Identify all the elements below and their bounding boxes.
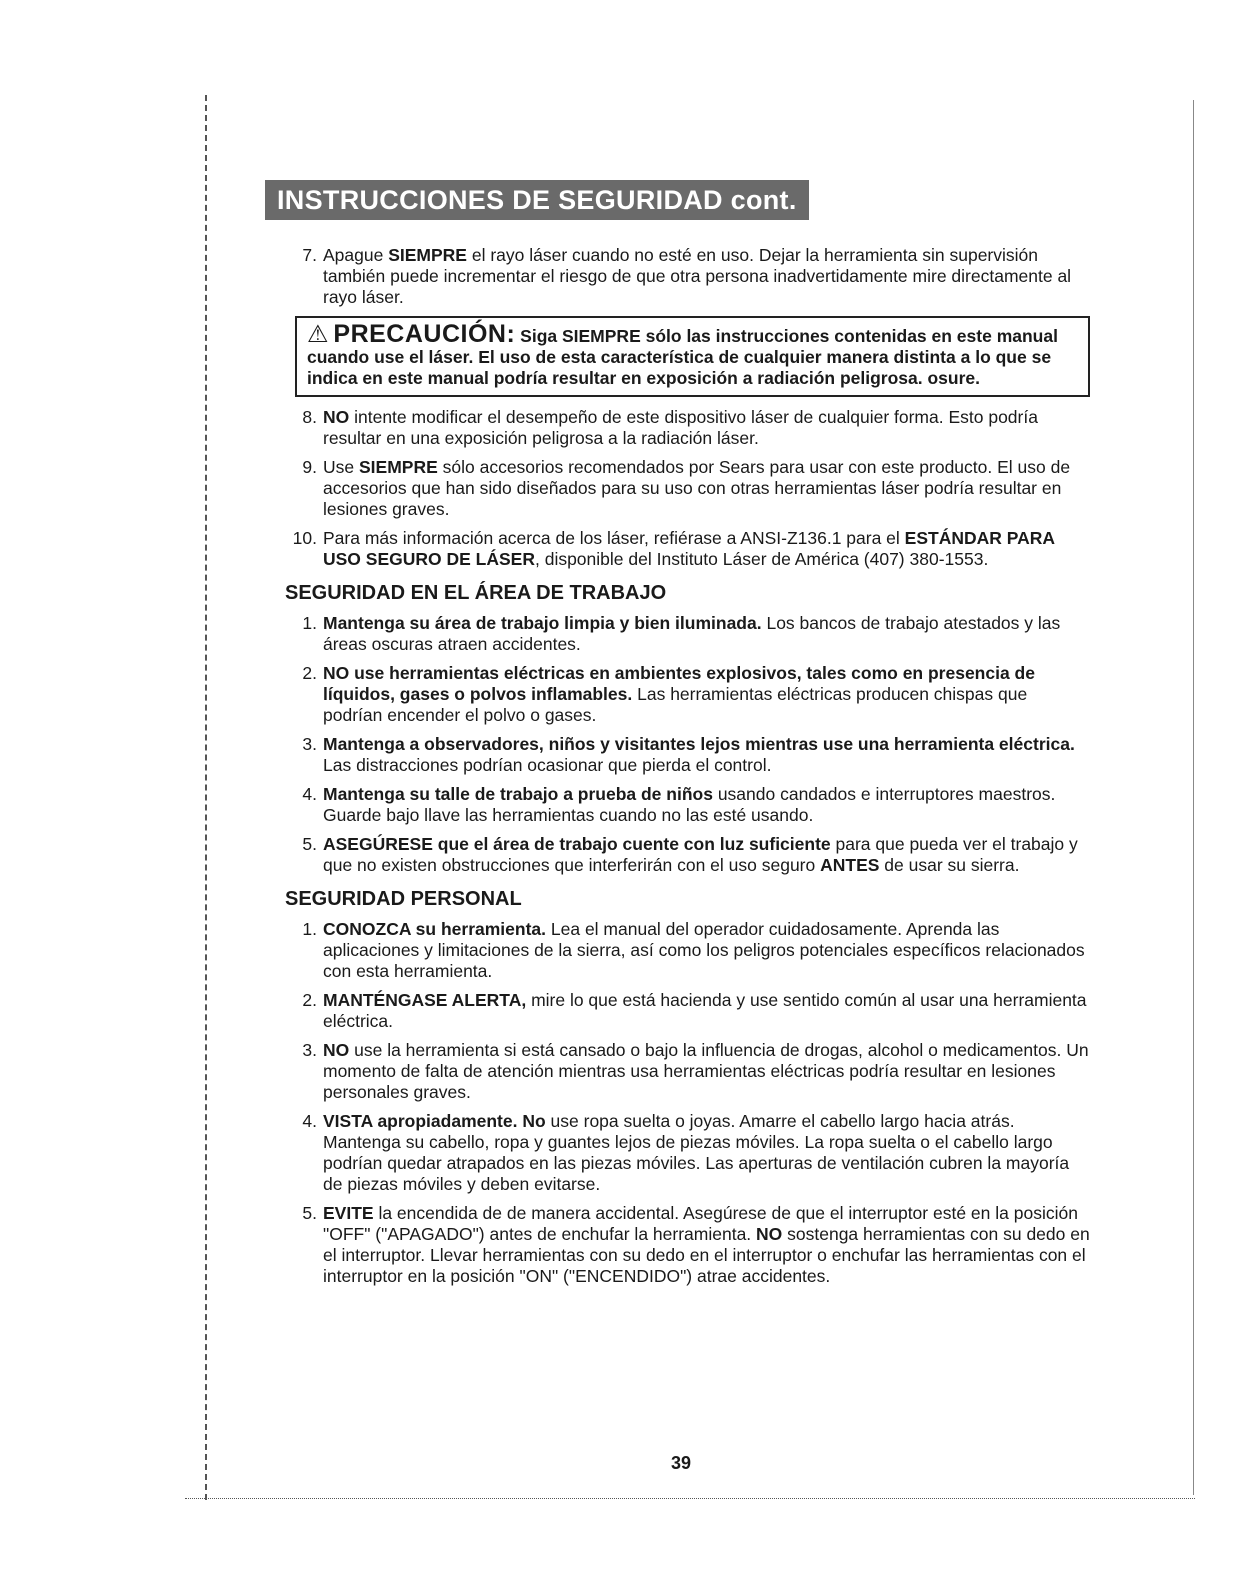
item-bold: NO (323, 1040, 350, 1060)
item-text: para que pueda ver el trabajo y que no existen obstrucciones que interferirán con el uso seguro (323, 834, 1078, 875)
list-item-8 (285, 407, 1090, 449)
item-number: 4. (302, 1111, 317, 1131)
list-item (285, 990, 1090, 1032)
item-number: 5. (302, 1203, 317, 1223)
item-text: Los bancos de trabajo atestados y las áreas oscuras atraen accidentes. (323, 613, 1061, 654)
item-bold: VISTA apropiadamente. No (323, 1111, 546, 1131)
item-number: 3. (302, 734, 317, 754)
item-bold: SIEMPRE (388, 245, 467, 265)
item-bold: ANTES (820, 855, 880, 875)
item-text: de usar su sierra. (879, 855, 1020, 875)
item-text: la encendida de de manera accidental. Asegúrese de que el interruptor esté en la posición "OFF" ("APAGADO") antes de enchufar la herramienta. (323, 1203, 1078, 1244)
item-bold: ASEGÚRESE que el área de trabajo cuente con luz suficiente (323, 834, 831, 854)
right-margin-line (1193, 100, 1194, 1495)
bottom-margin-line (185, 1498, 1195, 1499)
item-number: 4. (302, 784, 317, 804)
list-item (285, 613, 1090, 655)
list-item-7 (285, 245, 1090, 308)
item-bold: Mantenga su área de trabajo limpia y bien iluminada. (323, 613, 762, 633)
page-content (285, 245, 1090, 1295)
item-text: use ropa suelta o joyas. Amarre el cabello largo hacia atrás. Mantenga su cabello, ropa y guantes lejos de piezas móviles. La ropa suelta o el cabello largo podrían quedar atrapados en las piezas móviles. Las aperturas de ventilación cubren la mayoría de piezas móviles y deben evitarse. (323, 1111, 1070, 1194)
list-item (285, 834, 1090, 876)
list-item (285, 784, 1090, 826)
warning-triangle-icon: ⚠ (307, 321, 329, 348)
item-text: el rayo láser cuando no esté en uso. Dejar la herramienta sin supervisión también puede incrementar el riesgo de que otra persona inadvertidamente mire directamente al rayo láser. (323, 245, 1072, 307)
item-number: 9. (302, 457, 317, 477)
item-bold: NO (756, 1224, 783, 1244)
page-number: 39 (671, 1453, 692, 1473)
list-item (285, 1040, 1090, 1103)
caution-text: Siga SIEMPRE sólo las instrucciones contenidas en este manual cuando use el láser. El uso de esta característica de cualquier manera distinta a lo que se indica en este manual podría resultar en exposición a radiación peligrosa. osure. (307, 326, 1058, 388)
list-item-9 (285, 457, 1090, 520)
item-text: Use (323, 457, 359, 477)
caution-box (295, 316, 1090, 397)
item-bold: MANTÉNGASE ALERTA, (323, 990, 527, 1010)
list-item (285, 919, 1090, 982)
item-text: Lea el manual del operador cuidadosamente. Aprenda las aplicaciones y limitaciones de la sierra, así como los peligros potenciales específicos relacionados con esta herramienta. (323, 919, 1085, 981)
item-text: Para más información acerca de los láser, refiérase a ANSI-Z136.1 para el (323, 528, 905, 548)
item-text: sólo accesorios recomendados por Sears para usar con este producto. El uso de accesorios que han sido diseñados para su uso con otras herramientas láser podría resultar en lesiones graves. (323, 457, 1071, 519)
section-banner: INSTRUCCIONES DE SEGURIDAD cont. (265, 180, 809, 220)
item-number: 10. (292, 528, 317, 548)
item-number: 2. (302, 663, 317, 683)
item-bold: Mantenga su talle de trabajo a prueba de niños (323, 784, 713, 804)
caution-title: PRECAUCIÓN: (333, 320, 516, 348)
list-item (285, 1111, 1090, 1195)
item-text: mire lo que está hacienda y use sentido común al usar una herramienta eléctrica. (323, 990, 1087, 1031)
list-item (285, 734, 1090, 776)
item-bold: EVITE (323, 1203, 374, 1223)
item-bold: SIEMPRE (358, 457, 438, 477)
item-bold: NO (323, 407, 350, 427)
item-text: Apague (323, 245, 389, 265)
item-number: 8. (302, 407, 317, 427)
item-text: usando candados e interruptores maestros. Guarde bajo llave las herramientas cuando no las esté usando. (323, 784, 1056, 825)
item-number: 7. (302, 245, 317, 265)
item-number: 1. (302, 919, 317, 939)
left-margin-line (205, 95, 207, 1500)
list-item (285, 663, 1090, 726)
item-bold: NO use herramientas eléctricas en ambientes explosivos, tales como en presencia de líquidos, gases o polvos inflamables. (323, 663, 1035, 704)
list-item-10 (285, 528, 1090, 570)
item-bold: Mantenga a observadores, niños y visitantes lejos mientras use una herramienta eléctrica. (323, 734, 1075, 754)
section-heading-personal: SEGURIDAD PERSONAL (285, 888, 522, 910)
item-number: 3. (302, 1040, 317, 1060)
item-bold: CONOZCA su herramienta. (323, 919, 547, 939)
item-text: , disponible del Instituto Láser de América (407) 380-1553. (534, 549, 989, 569)
item-number: 2. (302, 990, 317, 1010)
item-text: sostenga herramientas con su dedo en el interruptor. Llevar herramientas con su dedo en el interruptor o enchufar las herramientas con el interruptor en la posición "ON" ("ENCENDIDO") atrae accidentes. (323, 1224, 1090, 1286)
item-number: 1. (302, 613, 317, 633)
item-text: Las distracciones podrían ocasionar que pierda el control. (323, 755, 772, 775)
list-item (285, 1203, 1090, 1287)
item-text: use la herramienta si está cansado o bajo la influencia de drogas, alcohol o medicamentos. Un momento de falta de atención mientras usa herramientas eléctricas podría resultar en lesiones personales graves. (323, 1040, 1089, 1102)
item-bold: ESTÁNDAR PARA USO SEGURO DE LÁSER (323, 528, 1055, 569)
item-number: 5. (302, 834, 317, 854)
item-text: intente modificar el desempeño de este dispositivo láser de cualquier forma. Esto podría resultar en una exposición peligrosa a la radiación láser. (323, 407, 1038, 448)
item-text: Las herramientas eléctricas producen chispas que podrían encender el polvo o gases. (323, 684, 1028, 725)
section-heading-work-area: SEGURIDAD EN EL ÁREA DE TRABAJO (285, 582, 667, 604)
